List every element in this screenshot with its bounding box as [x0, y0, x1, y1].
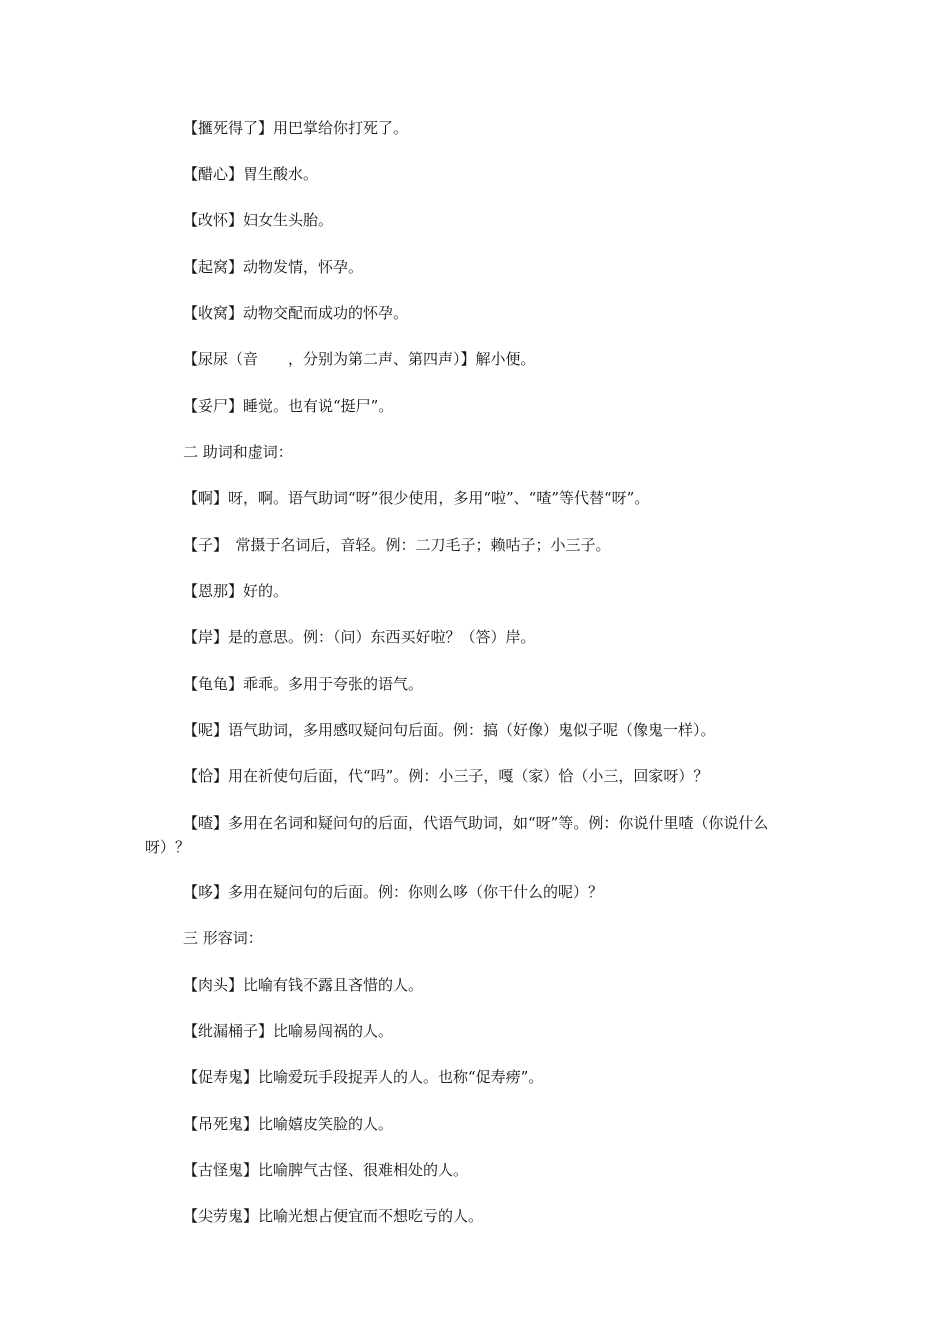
entry-line: 【促寿鬼】比喻爱玩手段捉弄人的人。也称“促寿痨”。 [183, 1068, 544, 1086]
entry-paragraph: 【喳】多用在名词和疑问句的后面，代语气助词，如“呀”等。例：你说什里喳（你说什么呀）？ [145, 814, 769, 856]
entry-line: 【古怪鬼】比喻脾气古怪、很难相处的人。 [183, 1161, 469, 1179]
entry-line: 【纰漏桶子】比喻易闯祸的人。 [183, 1022, 394, 1040]
section-heading: 二 助词和虚词： [183, 443, 293, 461]
entry-line: 【呢】语气助词，多用感叹疑问句后面。例：搞（好像）鬼似子呢（像鬼一样）。 [183, 721, 716, 739]
entry-line: 【龟龟】乖乖。多用于夸张的语气。 [183, 675, 424, 693]
entry-line: 【起窝】动物发情，怀孕。 [183, 258, 364, 276]
entry-line: 【醋心】胃生酸水。 [183, 165, 319, 183]
entry-line: 【改怀】妇女生头胎。 [183, 211, 334, 229]
section-heading: 三 形容词： [183, 929, 263, 947]
entry-line: 【恩那】好的。 [183, 582, 289, 600]
entry-line: 【收窝】动物交配而成功的怀孕。 [183, 304, 409, 322]
entry-line: 【肉头】比喻有钱不露且吝惜的人。 [183, 976, 424, 994]
entry-line: 【哆】多用在疑问句的后面。例：你则么哆（你干什么的呢）？ [183, 883, 604, 901]
entry-line: 【吊死鬼】比喻嬉皮笑脸的人。 [183, 1115, 394, 1133]
entry-line: 【尿尿（音 ，分别为第二声、第四声）】解小便。 [183, 350, 536, 368]
entry-line: 【擓死得了】用巴掌给你打死了。 [183, 119, 409, 137]
entry-line: 【尖劳鬼】比喻光想占便宜而不想吃亏的人。 [183, 1207, 484, 1225]
entry-line: 【啊】呀，啊。语气助词“呀”很少使用，多用“啦”、“喳”等代替“呀”。 [183, 489, 650, 507]
entry-line: 【岸】是的意思。例：（问）东西买好啦？（答）岸。 [183, 628, 536, 646]
entry-line: 【妥尸】睡觉。也有说“挺尸”。 [183, 397, 394, 415]
entry-line: 【恰】用在祈使句后面，代“吗”。例：小三子，嘎（家）恰（小三，回家呀）？ [183, 767, 709, 785]
entry-line: 【子】 常摄于名词后，音轻。例：二刀毛子；赖咕子；小三子。 [183, 536, 611, 554]
